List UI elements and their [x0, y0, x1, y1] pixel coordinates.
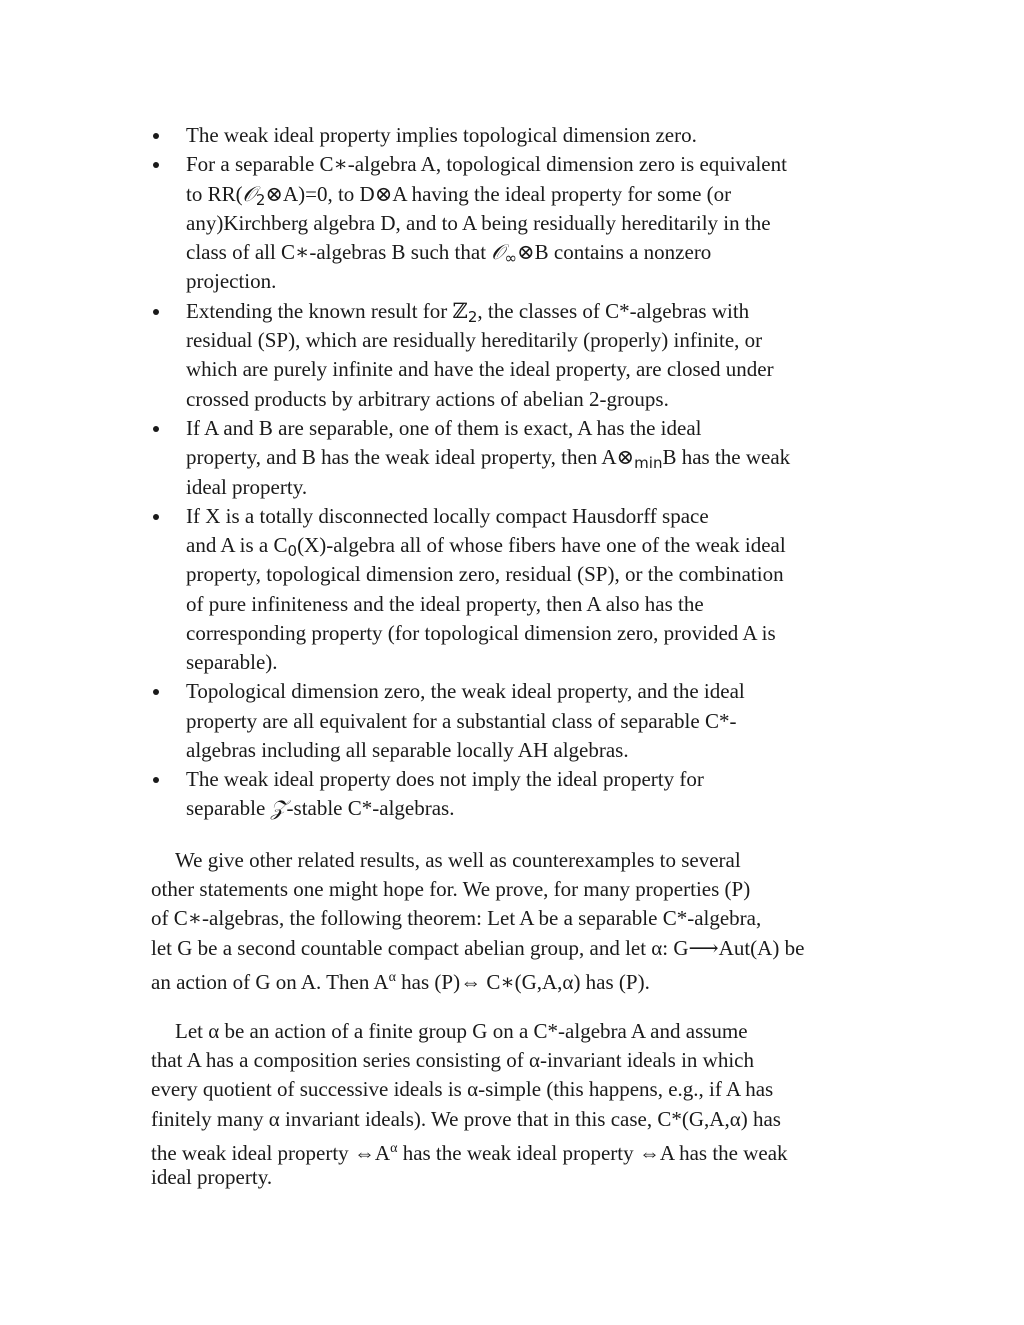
- bullet-text-line: For a separable C∗-algebra A, topological dimension zero is equivalent: [186, 152, 787, 176]
- bullet-text-line: crossed products by arbitrary actions of abelian 2-groups.: [186, 387, 669, 411]
- bullet-marker: [153, 309, 159, 315]
- bullet-text-line: any)Kirchberg algebra D, and to A being residually hereditarily in the: [186, 211, 771, 235]
- bullet-text-line: residual (SP), which are residually hereditarily (properly) infinite, or: [186, 328, 763, 352]
- paragraph-line: the weak ideal property $\Leftrightarrow A^\alpha$ has the weak ideal property ⇔A has the weak: [151, 1141, 788, 1165]
- paragraph-line: Let α be an action of a finite group G on a C*-algebra A and assume: [175, 1019, 748, 1043]
- bullet-text-line: class of all C∗-algebras B such that 𝒪$_\infty$⊗B contains a nonzero: [186, 240, 712, 267]
- bullet-text-line: to RR(𝒪$_2$⊗A)=0, to D⊗A having the ideal property for some (or: [186, 182, 732, 209]
- paragraph-line: ideal property.: [151, 1165, 273, 1189]
- bullet-text-line: which are purely infinite and have the ideal property, are closed under: [186, 357, 774, 381]
- bullet-text-line: property, topological dimension zero, residual (SP), or the combination: [186, 562, 784, 586]
- paragraph-line: that A has a composition series consisting of α-invariant ideals in which: [151, 1048, 754, 1072]
- paragraph-line: every quotient of successive ideals is α-simple (this happens, e.g., if A has: [151, 1077, 774, 1101]
- bullet-text-line: If X is a totally disconnected locally compact Hausdorff space: [186, 504, 709, 528]
- bullet-text-line: separable 𝒵-stable C*-algebras.: [186, 796, 455, 820]
- bullet-marker: [153, 426, 159, 432]
- bullet-text-line: property are all equivalent for a substantial class of separable C*-: [186, 709, 737, 733]
- bullet-text-line: property, and B has the weak ideal property, then $A\otimes_{min}B$ has the weak: [186, 445, 791, 472]
- bullet-text-line: Topological dimension zero, the weak ideal property, and the ideal: [186, 679, 745, 703]
- bullet-text-line: separable).: [186, 650, 278, 674]
- bullet-text-line: algebras including all separable locally AH algebras.: [186, 738, 629, 762]
- bullet-text-line: If A and B are separable, one of them is exact, A has the ideal: [186, 416, 702, 440]
- bullet-text-line: The weak ideal property does not imply the ideal property for: [186, 767, 704, 791]
- bullet-marker: [153, 162, 159, 168]
- bullet-marker: [153, 133, 159, 139]
- bullet-text-line: of pure infiniteness and the ideal property, then A also has the: [186, 592, 704, 616]
- bullet-marker: [153, 777, 159, 783]
- paragraph-line: an action of G on A. Then $A^\alpha$ has (P)⇔ C∗(G,A,α) has (P).: [151, 970, 650, 994]
- paragraph-line: let G be a second countable compact abelian group, and let α: G⟶Aut(A) be: [151, 936, 805, 960]
- bullet-marker: [153, 514, 159, 520]
- bullet-text-line: corresponding property (for topological dimension zero, provided A is: [186, 621, 776, 645]
- paragraph-line: We give other related results, as well as counterexamples to several: [175, 848, 741, 872]
- paragraph-line: other statements one might hope for. We prove, for many properties (P): [151, 877, 751, 901]
- bullet-text-line: projection.: [186, 269, 277, 293]
- bullet-text-line: and A is a $C_0(X)$-algebra all of whose fibers have one of the weak ideal: [186, 533, 786, 560]
- bullet-marker: [153, 689, 159, 695]
- paragraph-line: finitely many α invariant ideals). We prove that in this case, C*(G,A,α) has: [151, 1107, 781, 1131]
- bullet-text-line: Extending the known result for ℤ$_2$, the classes of C*-algebras with: [186, 299, 750, 326]
- bullet-text-line: ideal property.: [186, 475, 308, 499]
- bullet-text-line: The weak ideal property implies topological dimension zero.: [186, 123, 697, 147]
- paragraph-line: of C∗-algebras, the following theorem: Let A be a separable C*-algebra,: [151, 906, 762, 930]
